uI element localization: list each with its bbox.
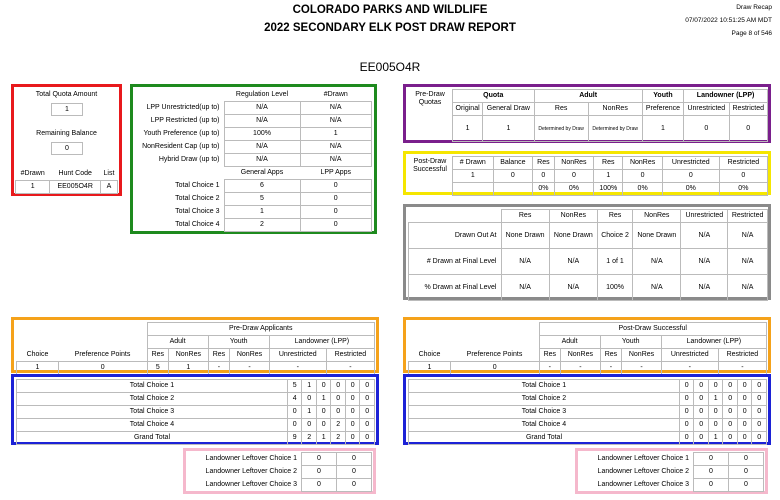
sub-restricted: Restricted: [718, 349, 766, 362]
cell: 0: [752, 419, 767, 432]
apps-row-label: Total Choice 4: [175, 221, 220, 228]
cell: 0: [331, 380, 346, 393]
cell: 0: [694, 419, 709, 432]
col-list: List: [103, 170, 115, 177]
apps-row-general: 2: [224, 219, 300, 232]
cell: -: [326, 362, 374, 375]
sub-res: Res: [600, 349, 622, 362]
row-label: Grand Total: [409, 432, 680, 445]
cell: 0: [360, 380, 375, 393]
cell: 0: [623, 170, 663, 183]
cell: 0: [694, 406, 709, 419]
cell: N/A: [728, 249, 768, 275]
cell: 0: [723, 419, 738, 432]
row-label: Drawn Out At: [409, 223, 502, 249]
row-label: # Drawn at Final Level: [409, 249, 502, 275]
quota-restricted: 0: [729, 116, 767, 142]
hdr-nonres: NonRes: [554, 157, 594, 170]
apps-row-general: 6: [224, 180, 300, 193]
post-draw-header-box: [403, 317, 771, 373]
cell: 0: [729, 453, 764, 466]
cell: 0: [360, 419, 375, 432]
post-draw-header-table: [408, 322, 767, 375]
cell: -: [539, 362, 561, 375]
reg-row-label: LPP Restricted (up to): [150, 117, 220, 124]
sub-pref-points: Preference Points: [466, 350, 523, 358]
group-landowner: Landowner (LPP): [661, 336, 766, 349]
apps-row-general: 1: [224, 206, 300, 219]
reg-row-drawn: N/A: [300, 154, 372, 167]
sub-nonres: NonRes: [561, 349, 601, 362]
cell: 0: [554, 170, 594, 183]
hunt-code-heading: EE005O4R: [359, 60, 421, 74]
cell: 0: [533, 170, 555, 183]
row-label: Landowner Leftover Choice 2: [597, 468, 689, 475]
cell: N/A: [681, 223, 728, 249]
total-quota-label: Total Quota Amount: [35, 91, 98, 98]
cell: 0: [679, 393, 694, 406]
reg-row-drawn: N/A: [300, 115, 372, 128]
cell: 0%: [554, 183, 594, 196]
cell: 1: [453, 170, 494, 183]
hdr-balance: Balance: [493, 157, 533, 170]
row-label: Grand Total: [17, 432, 288, 445]
cell: -: [561, 362, 601, 375]
cell: 1 of 1: [597, 249, 632, 275]
row-label: Landowner Leftover Choice 3: [597, 481, 689, 488]
cell: 0: [737, 406, 752, 419]
apps-row-lpp: 0: [300, 193, 372, 206]
col-drawn: #Drawn: [20, 170, 45, 177]
cell: 0: [451, 362, 540, 375]
sub-nonres: NonRes: [588, 103, 642, 116]
sub-nonres: NonRes: [622, 349, 662, 362]
hdr-nonres: NonRes: [623, 157, 663, 170]
quota-adult-nonres: Determined by Draw: [588, 116, 642, 142]
cell: None Drawn: [633, 223, 681, 249]
cell: 2: [331, 432, 346, 445]
cell: 100%: [597, 275, 632, 301]
pre-draw-quotas-box: [403, 84, 771, 143]
pre-draw-landowner-box: [183, 448, 376, 494]
post-draw-totals-table: [408, 379, 767, 445]
cell: Choice 2: [597, 223, 632, 249]
cell: -: [600, 362, 622, 375]
cell: -: [622, 362, 662, 375]
reg-row-label: Hybrid Draw (up to): [158, 156, 220, 163]
row-label: Landowner Leftover Choice 2: [205, 468, 297, 475]
col-hunt-code: Hunt Code: [58, 170, 92, 177]
pre-draw-totals-box: [11, 374, 379, 445]
row-label: Total Choice 1: [17, 380, 288, 393]
cell: [493, 183, 533, 196]
post-draw-successful-box: [403, 151, 771, 195]
cell: 0: [752, 380, 767, 393]
cell: 0: [694, 432, 709, 445]
cell: 0: [679, 432, 694, 445]
cell: 0: [302, 466, 337, 479]
cell: -: [269, 362, 326, 375]
reg-row-level: 100%: [224, 128, 300, 141]
cell: 1: [302, 406, 317, 419]
cell: 0: [493, 170, 533, 183]
sub-unrestricted: Unrestricted: [661, 349, 718, 362]
page-number: Page 8 of 546: [731, 30, 772, 37]
hdr-restricted: Restricted: [728, 210, 768, 223]
cell-list: A: [100, 181, 117, 194]
cell: 1: [409, 362, 451, 375]
cell: 0: [316, 419, 331, 432]
cell: 0: [708, 406, 723, 419]
hdr-nonres: NonRes: [633, 210, 681, 223]
post-draw-successful-label: Post-Draw Successful: [413, 158, 447, 173]
cell: 0: [337, 453, 372, 466]
cell: N/A: [633, 275, 681, 301]
cell: 0: [59, 362, 148, 375]
cell: 1: [316, 393, 331, 406]
drawn-out-box: [403, 204, 771, 300]
cell: 0%: [719, 183, 767, 196]
apps-row-lpp: 0: [300, 219, 372, 232]
group-youth: Youth: [208, 336, 269, 349]
reg-row-level: N/A: [224, 141, 300, 154]
sub-nonres: NonRes: [169, 349, 209, 362]
sub-restricted: Restricted: [326, 349, 374, 362]
cell: 0: [737, 393, 752, 406]
sub-res: Res: [147, 349, 169, 362]
sub-unrestricted: Unrestricted: [684, 103, 729, 116]
cell: 0: [694, 466, 729, 479]
pre-draw-applicants-title: Pre-Draw Applicants: [147, 323, 375, 336]
group-quota: Quota: [453, 90, 535, 103]
group-landowner: Landowner (LPP): [684, 90, 768, 103]
hdr-res: Res: [594, 157, 623, 170]
cell: N/A: [728, 223, 768, 249]
row-label: Total Choice 1: [409, 380, 680, 393]
cell: 0: [723, 380, 738, 393]
row-label: Total Choice 2: [409, 393, 680, 406]
cell: 0: [337, 479, 372, 492]
cell: 2: [302, 432, 317, 445]
apps-row-label: Total Choice 1: [175, 182, 220, 189]
apps-row-lpp: 0: [300, 206, 372, 219]
row-label: Landowner Leftover Choice 3: [205, 481, 297, 488]
post-draw-successful-table: [452, 156, 768, 196]
cell: 0%: [533, 183, 555, 196]
cell: 0: [360, 406, 375, 419]
cell: 0: [737, 419, 752, 432]
group-youth: Youth: [600, 336, 661, 349]
sub-res: Res: [208, 349, 230, 362]
apps-row-label: Total Choice 3: [175, 208, 220, 215]
sub-nonres: NonRes: [230, 349, 270, 362]
cell: -: [718, 362, 766, 375]
sub-general-draw: General Draw: [483, 103, 534, 116]
cell: 0: [694, 479, 729, 492]
cell: 1: [302, 380, 317, 393]
general-apps-header: General Apps: [240, 169, 284, 176]
group-youth: Youth: [642, 90, 683, 103]
cell: 1: [316, 432, 331, 445]
cell: N/A: [681, 249, 728, 275]
group-landowner: Landowner (LPP): [269, 336, 374, 349]
cell: N/A: [681, 275, 728, 301]
regulation-box: [130, 84, 377, 234]
cell: 2: [331, 419, 346, 432]
cell: 5: [147, 362, 169, 375]
pre-draw-landowner-table: [188, 452, 372, 492]
cell: 0: [723, 432, 738, 445]
sub-choice: Choice: [26, 350, 49, 358]
post-draw-table-title: Post-Draw Successful: [539, 323, 767, 336]
row-label: Total Choice 3: [409, 406, 680, 419]
cell: 0: [708, 380, 723, 393]
drawn-out-table: [408, 209, 768, 301]
reg-row-level: N/A: [224, 115, 300, 128]
hdr-nonres: NonRes: [549, 210, 597, 223]
cell: 0: [752, 393, 767, 406]
cell: N/A: [501, 275, 549, 301]
row-label: Total Choice 4: [17, 419, 288, 432]
cell: 0: [737, 432, 752, 445]
regulation-table: [136, 89, 372, 232]
report-title: COLORADO PARKS AND WILDLIFE: [292, 4, 488, 16]
reg-row-level: N/A: [224, 102, 300, 115]
reg-row-label: LPP Unrestricted(up to): [146, 104, 220, 111]
cell-drawn: 1: [16, 181, 50, 194]
cell: 0: [752, 406, 767, 419]
row-label: % Drawn at Final Level: [409, 275, 502, 301]
hdr-drawn: # Drawn: [453, 157, 494, 170]
hdr-res: Res: [533, 157, 555, 170]
cell: 0: [729, 479, 764, 492]
apps-row-lpp: 0: [300, 180, 372, 193]
sub-restricted: Restricted: [729, 103, 767, 116]
group-adult: Adult: [147, 336, 208, 349]
pre-draw-quotas-table: [452, 89, 768, 142]
report-timestamp: 07/07/2022 10:51:25 AM MDT: [685, 17, 772, 24]
reg-row-level: N/A: [224, 154, 300, 167]
hdr-unrestricted: Unrestricted: [662, 157, 719, 170]
apps-row-label: Total Choice 2: [175, 195, 220, 202]
cell: 0: [302, 393, 317, 406]
remaining-balance-label: Remaining Balance: [36, 130, 97, 137]
cell: 0: [723, 406, 738, 419]
cell: 1: [708, 432, 723, 445]
cell: 9: [287, 432, 302, 445]
sub-pref-points: Preference Points: [74, 350, 131, 358]
cell: 0: [679, 419, 694, 432]
cell: N/A: [549, 275, 597, 301]
cell: 4: [287, 393, 302, 406]
cell: 0: [316, 380, 331, 393]
cell: 0: [302, 479, 337, 492]
cell: 1: [594, 170, 623, 183]
report-subtitle: 2022 SECONDARY ELK POST DRAW REPORT: [264, 22, 516, 34]
cell: 0: [345, 393, 360, 406]
quota-general: 1: [483, 116, 534, 142]
pre-draw-totals-table: [16, 379, 375, 445]
cell: 0: [331, 406, 346, 419]
cell: 0: [302, 419, 317, 432]
quota-unrestricted: 0: [684, 116, 729, 142]
cell: 0: [729, 466, 764, 479]
cell: 0: [345, 380, 360, 393]
cell: 0: [694, 380, 709, 393]
cell: 0: [737, 380, 752, 393]
hdr-res: Res: [597, 210, 632, 223]
cell: None Drawn: [501, 223, 549, 249]
cell: 0: [316, 406, 331, 419]
hdr-unrestricted: Unrestricted: [681, 210, 728, 223]
cell: 0: [345, 432, 360, 445]
quota-box: [11, 84, 122, 196]
pre-draw-applicants-header: [16, 322, 375, 375]
sub-choice: Choice: [418, 350, 441, 358]
regulation-level-header: Regulation Level: [235, 91, 289, 98]
cell: 0: [337, 466, 372, 479]
report-name: Draw Recap: [736, 4, 772, 11]
remaining-balance-value: 0: [51, 142, 83, 155]
cell: 0: [694, 393, 709, 406]
sub-res: Res: [534, 103, 588, 116]
pre-draw-quotas-label: Pre-Draw Quotas: [415, 91, 445, 106]
quota-adult-res: Determined by Draw: [534, 116, 588, 142]
cell: N/A: [728, 275, 768, 301]
cell: 0: [752, 432, 767, 445]
cell: 0: [331, 393, 346, 406]
sub-original: Original: [453, 103, 483, 116]
reg-row-drawn: 1: [300, 128, 372, 141]
cell: N/A: [633, 249, 681, 275]
post-draw-landowner-table: [580, 452, 764, 492]
apps-row-general: 5: [224, 193, 300, 206]
cell: 0: [694, 453, 729, 466]
quota-original: 1: [453, 116, 483, 142]
cell: 0: [302, 453, 337, 466]
total-quota-value: 1: [51, 103, 83, 116]
reg-row-drawn: N/A: [300, 102, 372, 115]
cell: N/A: [501, 249, 549, 275]
cell: 1: [708, 393, 723, 406]
cell: 0: [723, 393, 738, 406]
sub-res: Res: [539, 349, 561, 362]
cell: None Drawn: [549, 223, 597, 249]
cell-hunt-code: EE005O4R: [50, 181, 101, 194]
cell: 0: [679, 406, 694, 419]
sub-unrestricted: Unrestricted: [269, 349, 326, 362]
post-draw-totals-box: [403, 374, 771, 445]
cell: 0: [679, 380, 694, 393]
cell: 100%: [594, 183, 623, 196]
reg-row-label: NonResident Cap (up to): [142, 143, 220, 150]
cell: 0: [719, 170, 767, 183]
quota-youth-pref: 1: [642, 116, 683, 142]
cell: 0%: [662, 183, 719, 196]
row-label: Total Choice 4: [409, 419, 680, 432]
cell: 0: [345, 419, 360, 432]
cell: 0: [345, 406, 360, 419]
row-label: Landowner Leftover Choice 1: [597, 455, 689, 462]
cell: 0: [708, 419, 723, 432]
row-label: Total Choice 2: [17, 393, 288, 406]
cell: 5: [287, 380, 302, 393]
post-draw-landowner-box: [575, 448, 768, 494]
sub-preference: Preference: [642, 103, 683, 116]
cell: [453, 183, 494, 196]
group-adult: Adult: [534, 90, 642, 103]
cell: 0%: [623, 183, 663, 196]
cell: -: [208, 362, 230, 375]
row-label: Total Choice 3: [17, 406, 288, 419]
group-adult: Adult: [539, 336, 600, 349]
reg-row-label: Youth Preference (up to): [143, 130, 220, 137]
lpp-apps-header: LPP Apps: [320, 169, 352, 176]
hdr-res: Res: [501, 210, 549, 223]
cell: 0: [662, 170, 719, 183]
cell: -: [230, 362, 270, 375]
cell: N/A: [549, 249, 597, 275]
cell: 0: [287, 419, 302, 432]
cell: 0: [360, 432, 375, 445]
row-label: Landowner Leftover Choice 1: [205, 455, 297, 462]
reg-row-drawn: N/A: [300, 141, 372, 154]
cell: 0: [360, 393, 375, 406]
cell: -: [661, 362, 718, 375]
hunt-code-table: [15, 168, 118, 194]
hdr-restricted: Restricted: [719, 157, 767, 170]
cell: 1: [169, 362, 209, 375]
drawn-header: #Drawn: [323, 91, 348, 98]
cell: 1: [17, 362, 59, 375]
cell: 0: [287, 406, 302, 419]
pre-draw-applicants-box: [11, 317, 379, 373]
